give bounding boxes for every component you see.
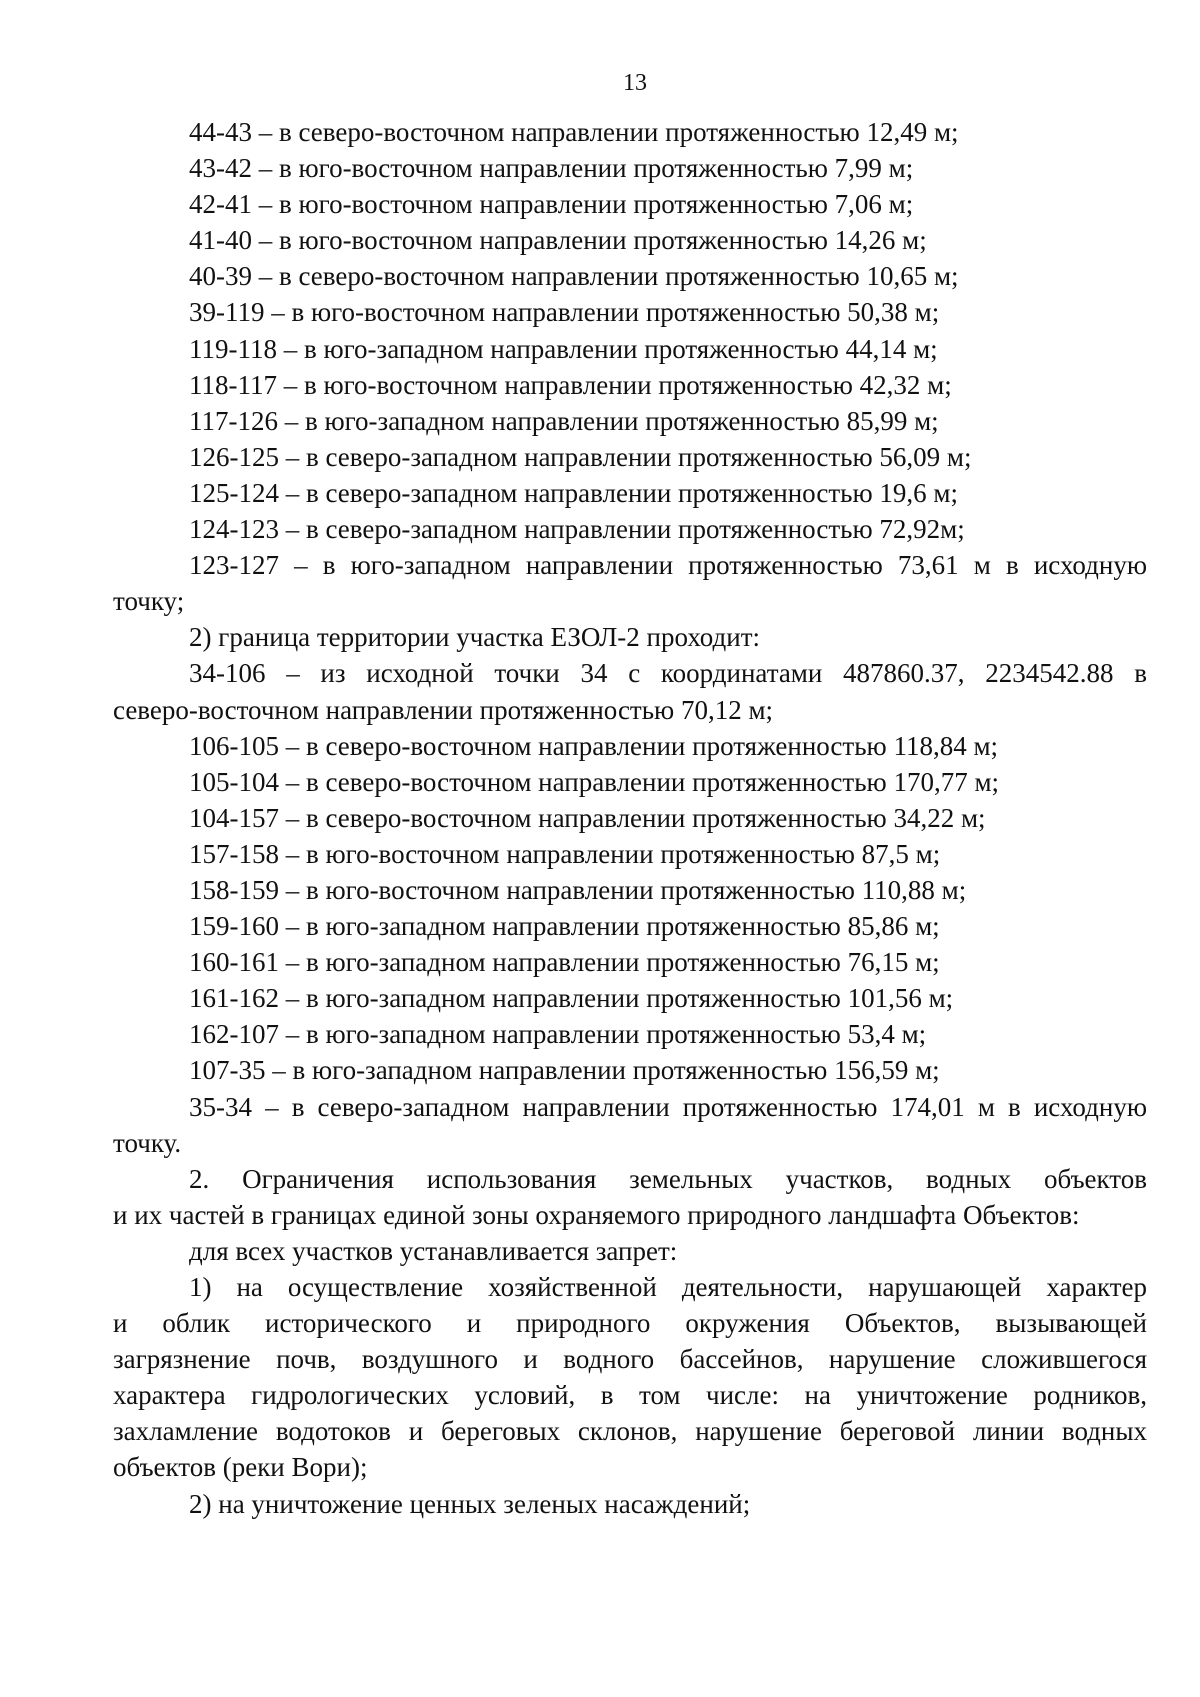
text-line: 41-40 – в юго-восточном направлении протяженностью 14,26 м; bbox=[189, 225, 927, 256]
text-line: 35-34 – в северо-западном направлении протяженностью 174,01 м в исходную bbox=[189, 1091, 1147, 1122]
text-line: 44-43 – в северо-восточном направлении протяженностью 12,49 м; bbox=[189, 117, 959, 147]
text-line: 118-117 – в юго-восточном направлении протяженностью 42,32 м; bbox=[189, 369, 952, 400]
text-line: 159-160 – в юго-западном направлении протяженностью 85,86 м; bbox=[189, 911, 940, 942]
text-line: 119-118 – в юго-западном направлении протяженностью 44,14 м; bbox=[189, 333, 938, 364]
text-line: 157-158 – в юго-восточном направлении протяженностью 87,5 м; bbox=[189, 838, 941, 869]
text-line: точку. bbox=[113, 1127, 182, 1158]
text-line: 2. Ограничения использования земельных участков, водных объектов bbox=[189, 1163, 1147, 1194]
page-number: 13 bbox=[623, 70, 647, 96]
text-line: 43-42 – в юго-восточном направлении протяженностью 7,99 м; bbox=[189, 153, 914, 184]
text-line: 161-162 – в юго-западном направлении протяженностью 101,56 м; bbox=[189, 983, 954, 1014]
text-line: для всех участков устанавливается запрет: bbox=[189, 1235, 678, 1266]
text-line: 105-104 – в северо-восточном направлении протяженностью 170,77 м; bbox=[189, 766, 1000, 797]
text-line: и облик исторического и природного окружения Объектов, вызывающей bbox=[113, 1308, 1147, 1339]
text-line: 117-126 – в юго-западном направлении протяженностью 85,99 м; bbox=[189, 405, 939, 436]
text-line: 42-41 – в юго-восточном направлении протяженностью 7,06 м; bbox=[189, 189, 914, 220]
text-line: 124-123 – в северо-западном направлении протяженностью 72,92м; bbox=[189, 514, 965, 545]
text-line: 1) на осуществление хозяйственной деятельности, нарушающей характер bbox=[189, 1272, 1147, 1302]
text-line: 126-125 – в северо-западном направлении протяженностью 56,09 м; bbox=[189, 441, 972, 472]
text-line: 106-105 – в северо-восточном направлении протяженностью 118,84 м; bbox=[189, 730, 999, 761]
text-line: 34-106 – из исходной точки 34 с координатами 487860.37, 2234542.88 в bbox=[189, 658, 1147, 689]
text-line: и их частей в границах единой зоны охраняемого природного ландшафта Объектов: bbox=[113, 1199, 1080, 1230]
text-line: 123-127 – в юго-западном направлении протяженностью 73,61 м в исходную bbox=[189, 550, 1147, 581]
text-line: 2) граница территории участка ЕЗОЛ-2 проходит: bbox=[189, 622, 761, 653]
text-line: 125-124 – в северо-западном направлении протяженностью 19,6 м; bbox=[189, 477, 958, 508]
text-line: 39-119 – в юго-восточном направлении протяженностью 50,38 м; bbox=[189, 297, 940, 328]
text-line: северо-восточном направлении протяженностью 70,12 м; bbox=[113, 694, 774, 725]
text-line: точку; bbox=[113, 586, 185, 617]
text-line: характера гидрологических условий, в том числе: на уничтожение родников, bbox=[113, 1380, 1147, 1411]
text-line: загрязнение почв, воздушного и водного бассейнов, нарушение сложившегося bbox=[113, 1344, 1147, 1375]
text-line: захламление водотоков и береговых склонов, нарушение береговой линии водных bbox=[113, 1416, 1147, 1447]
document-body bbox=[113, 114, 1147, 1522]
text-line: объектов (реки Вори); bbox=[113, 1452, 368, 1483]
text-line: 2) на уничтожение ценных зеленых насаждений; bbox=[189, 1488, 751, 1519]
text-line: 104-157 – в северо-восточном направлении протяженностью 34,22 м; bbox=[189, 802, 986, 833]
text-line: 160-161 – в юго-западном направлении протяженностью 76,15 м; bbox=[189, 947, 940, 978]
text-line: 107-35 – в юго-западном направлении протяженностью 156,59 м; bbox=[189, 1055, 940, 1086]
text-line: 158-159 – в юго-восточном направлении протяженностью 110,88 м; bbox=[189, 874, 967, 905]
text-line: 162-107 – в юго-западном направлении протяженностью 53,4 м; bbox=[189, 1019, 927, 1050]
text-line: 40-39 – в северо-восточном направлении протяженностью 10,65 м; bbox=[189, 261, 959, 292]
